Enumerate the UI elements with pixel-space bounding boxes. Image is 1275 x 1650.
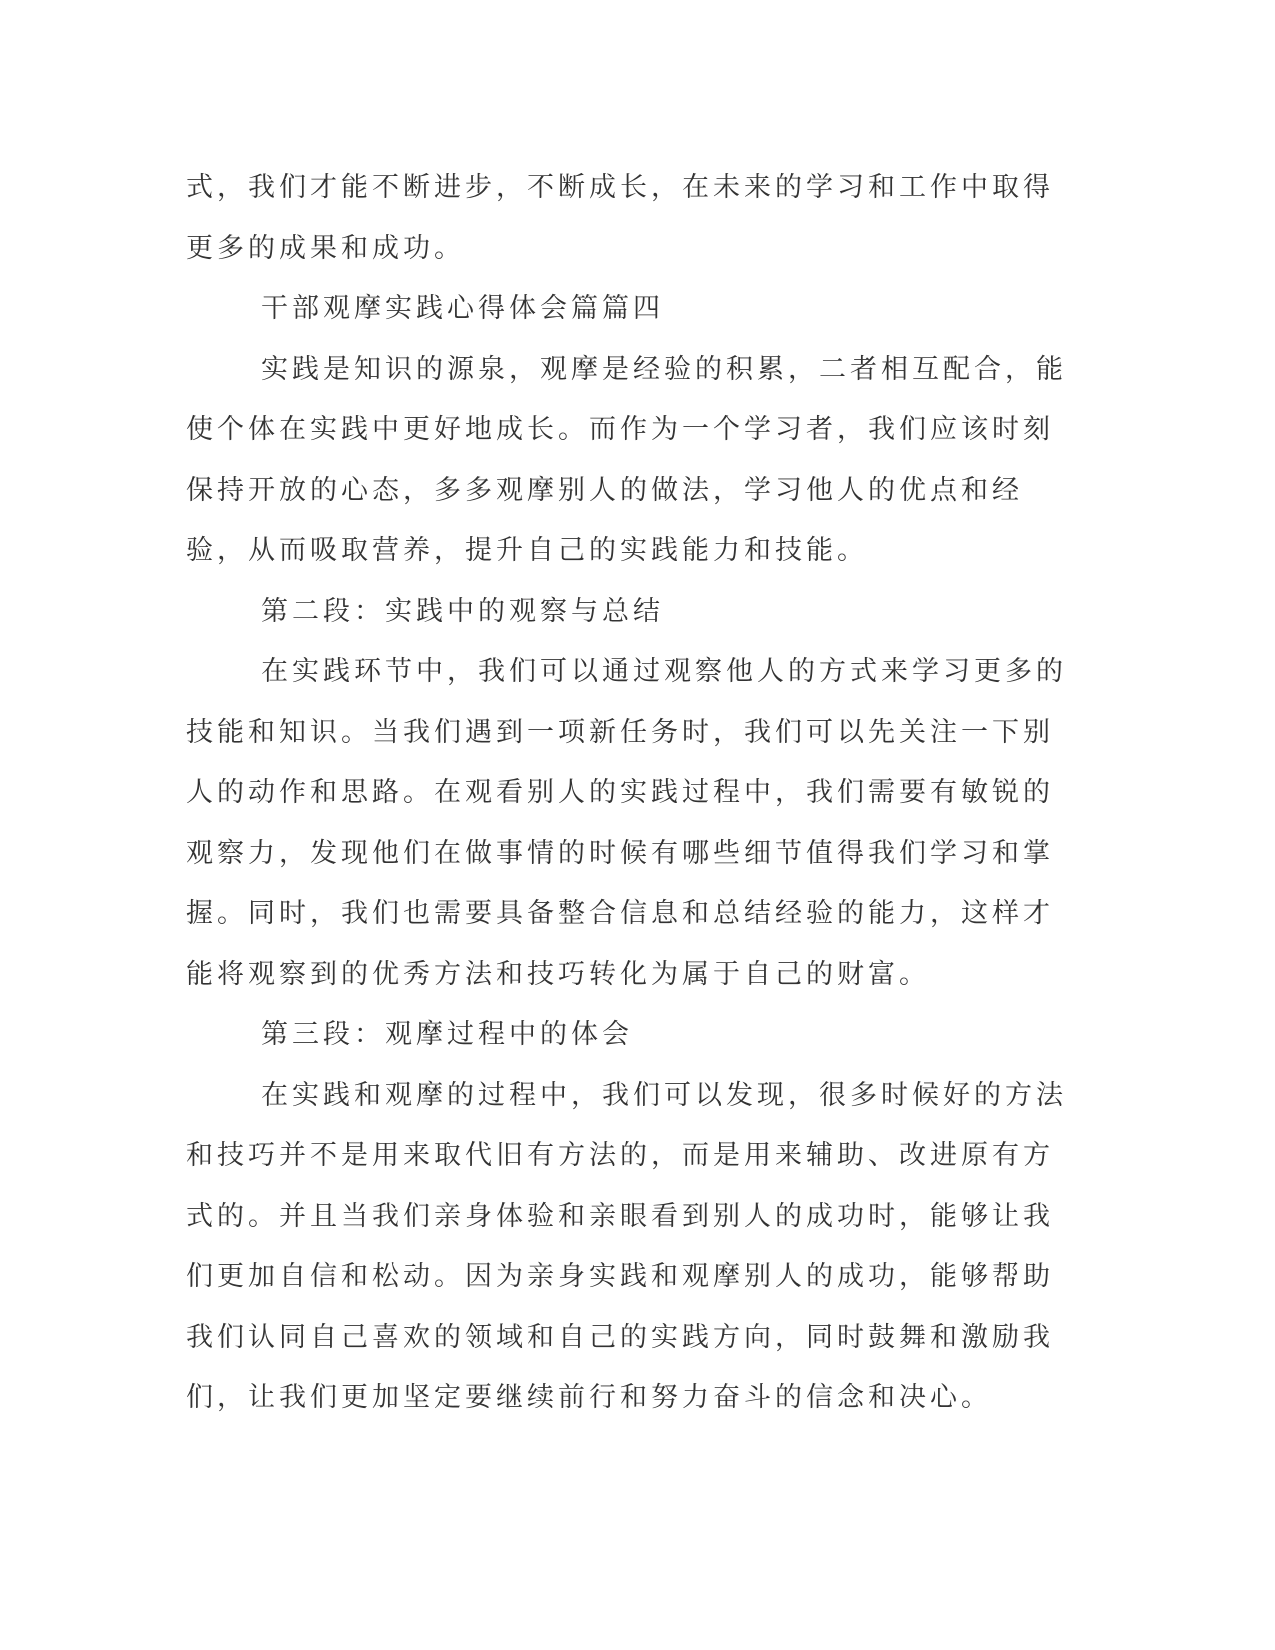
- document-body: [186, 158, 1076, 1429]
- section-heading-part-two: 第二段：实践中的观察与总结: [261, 595, 664, 627]
- paragraph-observation: 在实践环节中，我们可以通过观察他人的方式来学习更多的技能和知识。当我们遇到一项新任务时，我们可以先关注一下别人的动作和思路。在观看别人的实践过程中，我们需要有敏锐的观察力，发现他们在做事情的时候有哪些细节值得我们学习和掌握。同时，我们也需要具备整合信息和总结经验的能力，这样才能将观察到的优秀方法和技巧转化为属于自己的财富。: [186, 656, 1067, 990]
- paragraph-intro: 实践是知识的源泉，观摩是经验的积累，二者相互配合，能使个体在实践中更好地成长。而作为一个学习者，我们应该时刻保持开放的心态，多多观摩别人的做法，学习他人的优点和经验，从而吸取营养，提升自己的实践能力和技能。: [186, 353, 1067, 566]
- paragraph-experience: 在实践和观摩的过程中，我们可以发现，很多时候好的方法和技巧并不是用来取代旧有方法的，而是用来辅助、改进原有方式的。并且当我们亲身体验和亲眼看到别人的成功时，能够让我们更加自信和松动。因为亲身实践和观摩别人的成功，能够帮助我们认同自己喜欢的领域和自己的实践方向，同时鼓舞和激励我们，让我们更加坚定要继续前行和努力奋斗的信念和决心。: [186, 1079, 1067, 1413]
- section-heading-article-four: 干部观摩实践心得体会篇篇四: [261, 293, 664, 324]
- section-heading-part-three: 第三段：观摩过程中的体会: [261, 1019, 633, 1050]
- paragraph-continuation: 式，我们才能不断进步，不断成长，在未来的学习和工作中取得更多的成果和成功。: [186, 172, 1054, 264]
